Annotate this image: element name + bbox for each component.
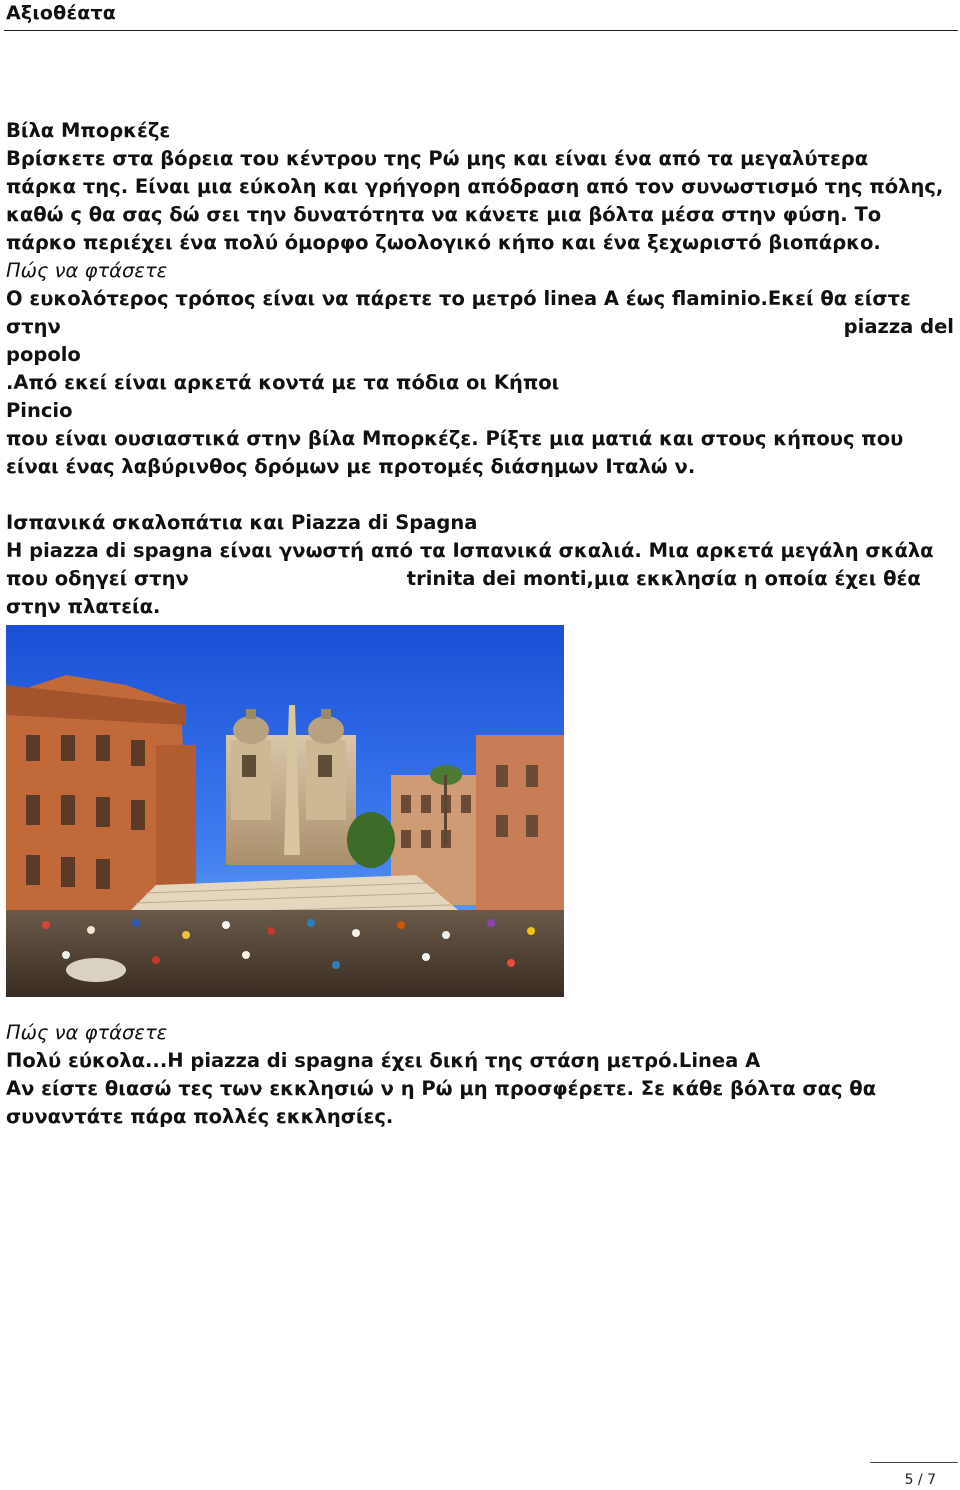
footer-rule bbox=[870, 1462, 958, 1463]
spagna-heading: Ισπανικά σκαλοπάτια και Piazza di Spagna bbox=[6, 511, 478, 534]
page-header bbox=[4, 0, 958, 31]
spagna-how-line: συναντάτε πάρα πολλές εκκλησίες. bbox=[6, 1105, 394, 1128]
section-gap bbox=[6, 481, 956, 509]
villa-how-line: που είναι ουσιαστικά στην βίλα Μπορκέζε. Ρίξτε μια ματιά και στους κήπους που bbox=[6, 427, 904, 450]
spanish-steps-photo bbox=[6, 625, 564, 997]
villa-how-line: popolo bbox=[6, 343, 81, 366]
villa-how-line: .Από εκεί είναι αρκετά κοντά με τα πόδια οι Κήποι bbox=[6, 371, 560, 394]
spagna-line2-left: που οδηγεί στην bbox=[6, 567, 189, 590]
header-title: Αξιοθέατα bbox=[6, 2, 117, 24]
villa-desc-line: πάρκα της. Είναι μια εύκολη και γρήγορη απόδραση από τον συνωστισμό της πόλης, bbox=[6, 175, 944, 198]
villa-heading: Βίλα Μπορκέζε bbox=[6, 119, 171, 142]
villa-how-line2-left: στην bbox=[6, 315, 61, 338]
page-number: 5 / 7 bbox=[904, 1472, 936, 1488]
villa-how-heading: Πώς να φτάσετε bbox=[6, 259, 168, 282]
spagna-line: Η piazza di spagna είναι γνωστή από τα Ισπανικά σκαλιά. Μια αρκετά μεγάλη σκάλα bbox=[6, 539, 934, 562]
spagna-line2-right: trinita dei monti,μια εκκλησία η οποία έχει θέα bbox=[406, 567, 921, 590]
villa-how-line: είναι ένας λαβύρινθος δρόμων με προτομές διάσημων Ιταλώ ν. bbox=[6, 455, 696, 478]
villa-desc-line: καθώ ς θα σας δώ σει την δυνατότητα να κάνετε μια βόλτα μέσα στην φύση. Το bbox=[6, 203, 882, 226]
spagna-how-line: Αν είστε θιασώ τες των εκκλησιώ ν η Ρώ μη προσφέρετε. Σε κάθε βόλτα σας θα bbox=[6, 1077, 877, 1100]
villa-how-line-justified bbox=[6, 313, 954, 341]
photo-illustration bbox=[6, 625, 564, 997]
spagna-line-2 bbox=[6, 565, 956, 593]
spagna-how-line: Πολύ εύκολα...Η piazza di spagna έχει δική της στάση μετρό.Linea A bbox=[6, 1049, 761, 1072]
villa-how-line: Pincio bbox=[6, 399, 73, 422]
content bbox=[6, 117, 956, 1131]
spagna-line: στην πλατεία. bbox=[6, 595, 161, 618]
spagna-how-heading: Πώς να φτάσετε bbox=[6, 1021, 168, 1044]
villa-how-line: Ο ευκολότερος τρόπος είναι να πάρετε το μετρό linea A έως flaminio.Εκεί θα είστε bbox=[6, 287, 911, 310]
villa-desc-line: πάρκο περιέχει ένα πολύ όμορφο ζωολογικό κήπο και ένα ξεχωριστό βιοπάρκο. bbox=[6, 231, 881, 254]
villa-desc-line: Βρίσκετε στα βόρεια του κέντρου της Ρώ μης και είναι ένα από τα μεγαλύτερα bbox=[6, 147, 869, 170]
villa-how-line2-right: piazza del bbox=[843, 315, 954, 338]
